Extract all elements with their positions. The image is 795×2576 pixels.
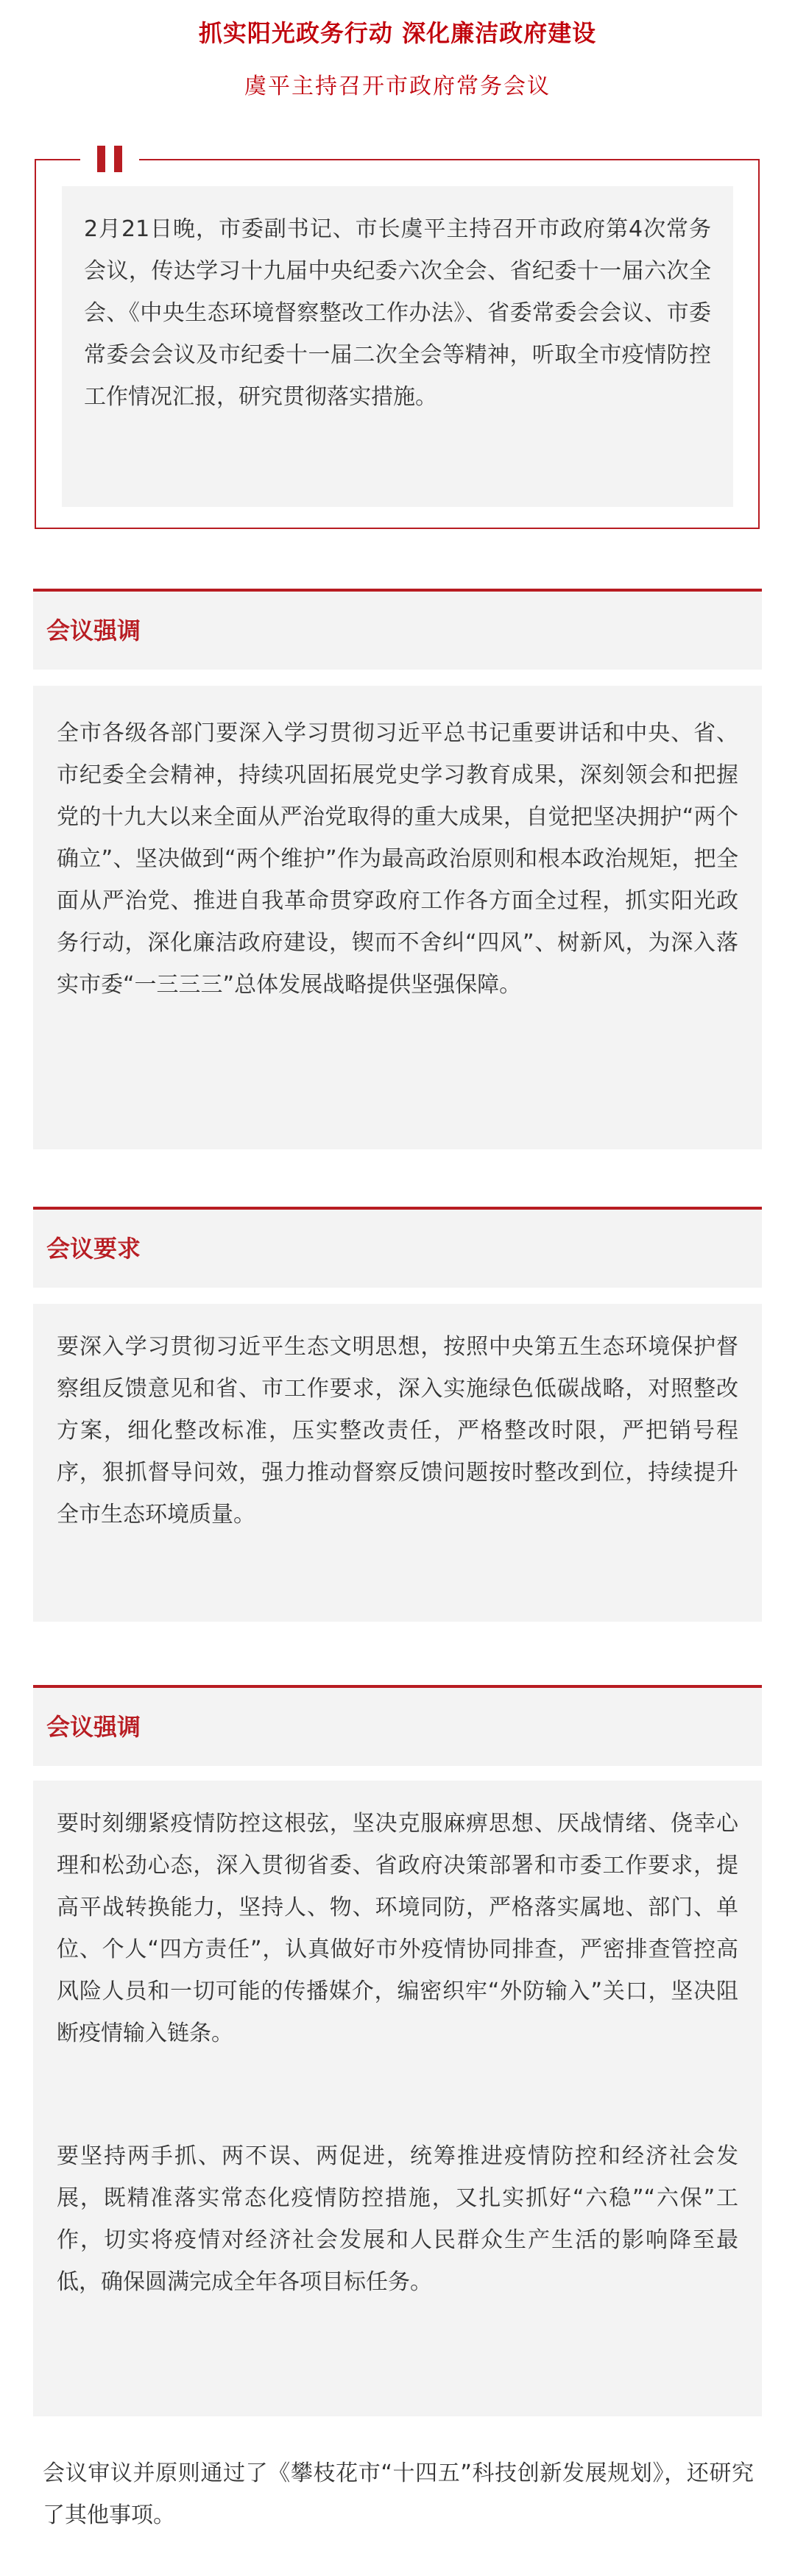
section-header-3 (33, 1685, 762, 1766)
section-heading: 会议强调 (46, 1713, 141, 1741)
pause-bars-icon (80, 144, 139, 174)
section-heading: 会议强调 (46, 617, 141, 645)
section-paragraph: 全市各级各部门要深入学习贯彻习近平总书记重要讲话和中央、省、市纪委全会精神，持续巩固拓展党史学习教育成果，深刻领会和把握党的十九大以来全面从严治党取得的重大成果，自觉把坚决拥护“两个确立”、坚决做到“两个维护”作为最高政治原则和根本政治规矩，把全面从严治党、推进自我革命贯穿政府工作各方面全过程，抓实阳光政务行动，深化廉洁政府建设，锲而不舍纠“四风”、树新风，为深入落实市委“一三三三”总体发展战略提供坚强保障。 (57, 720, 738, 998)
section-body-2 (33, 1304, 762, 1622)
section-heading: 会议要求 (46, 1235, 141, 1263)
section-header-2 (33, 1207, 762, 1288)
section-header-1 (33, 589, 762, 670)
intro-box (62, 186, 733, 507)
section-body-1 (33, 686, 762, 1149)
section-body-3 (33, 1781, 762, 2416)
section-paragraph: 要坚持两手抓、两不误、两促进，统筹推进疫情防控和经济社会发展，既精准落实常态化疫情防控措施，又扎实抓好“六稳”“六保”工作，切实将疫情对经济社会发展和人民群众生产生活的影响降至最低，确保圆满完成全年各项目标任务。 (57, 2143, 738, 2295)
intro-paragraph: 2月21日晚，市委副书记、市长虞平主持召开市政府第4次常务会议，传达学习十九届中央纪委六次全会、省纪委十一届六次全会、《中央生态环境督察整改工作办法》、省委常委会会议、市委常委会会议及市纪委十一届二次全会等精神，听取全市疫情防控工作情况汇报，研究贯彻落实措施。 (84, 216, 711, 410)
section-paragraph: 要深入学习贯彻习近平生态文明思想，按照中央第五生态环境保护督察组反馈意见和省、市工作要求，深入实施绿色低碳战略，对照整改方案，细化整改标准，压实整改责任，严格整改时限，严把销号程序，狠抓督导问效，强力推动督察反馈问题按时整改到位，持续提升全市生态环境质量。 (57, 1334, 738, 1527)
article-subtitle: 虞平主持召开市政府常务会议 (244, 74, 551, 99)
section-paragraph: 要时刻绷紧疫情防控这根弦，坚决克服麻痹思想、厌战情绪、侥幸心理和松劲心态，深入贯彻省委、省政府决策部署和市委工作要求，提高平战转换能力，坚持人、物、环境同防，严格落实属地、部门、单位、个人“四方责任”，认真做好市外疫情协同排查，严密排查管控高风险人员和一切可能的传播媒介，编密织牢“外防输入”关口，坚决阻断疫情输入链条。 (57, 1811, 738, 2046)
closing-paragraph: 会议审议并原则通过了《攀枝花市“十四五”科技创新发展规划》，还研究了其他事项。 (43, 2460, 754, 2528)
article-title: 抓实阳光政务行动 深化廉洁政府建设 (198, 19, 597, 47)
